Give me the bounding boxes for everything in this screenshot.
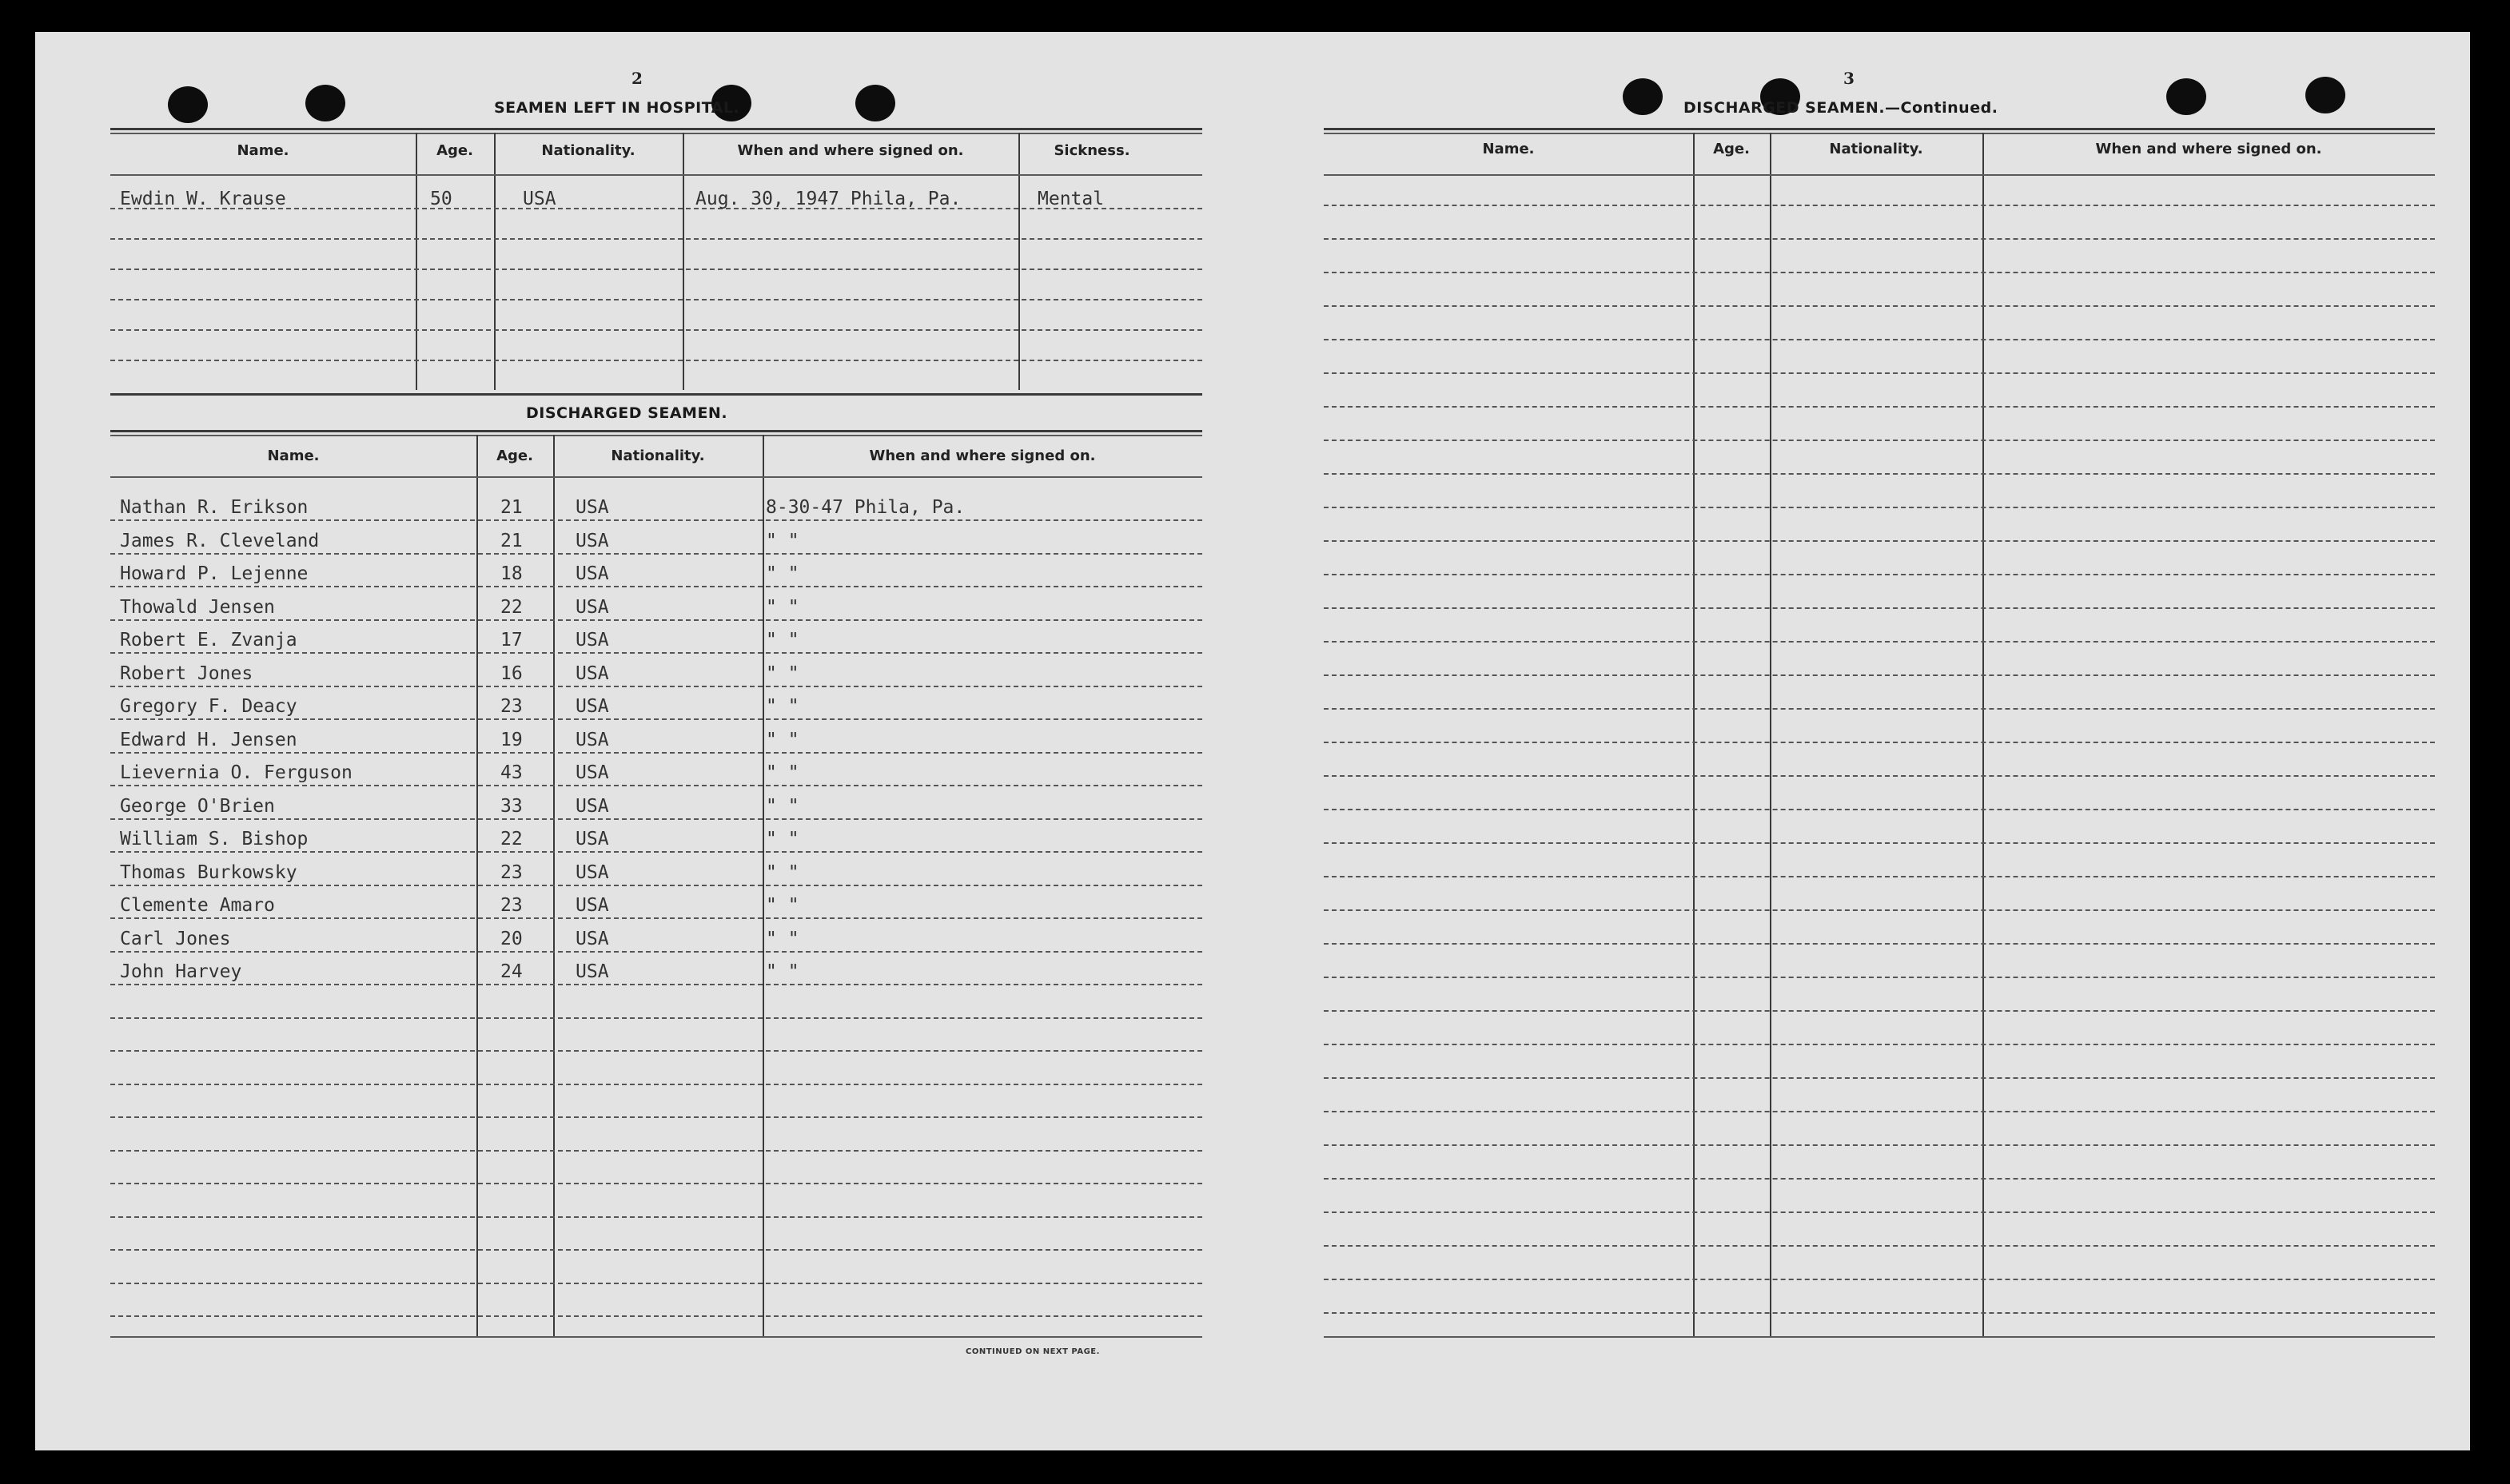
row-line (1324, 1144, 2435, 1146)
row-line (1324, 641, 2435, 643)
bottom-rule (110, 1336, 1202, 1338)
row-line (110, 752, 1202, 754)
table-rule (110, 128, 1202, 130)
table-cell: Thowald Jensen (120, 597, 275, 618)
table-cell: John Harvey (120, 961, 242, 982)
table-cell: 43 (500, 762, 523, 783)
row-line (1324, 607, 2435, 609)
column-divider (1982, 133, 1984, 1336)
column-header: Age. (436, 142, 473, 159)
row-line (1324, 1312, 2435, 1314)
row-line (1324, 339, 2435, 340)
table-cell: USA (576, 696, 609, 717)
punch-hole (855, 85, 895, 121)
table-cell: Edward H. Jensen (120, 730, 297, 750)
column-divider (1693, 133, 1695, 1336)
row-line (110, 818, 1202, 820)
table-cell: 19 (500, 730, 523, 750)
table-rule (1324, 128, 2435, 130)
row-line (1324, 1077, 2435, 1079)
table-cell: Mental (1038, 189, 1105, 209)
table-rule (110, 435, 1202, 436)
row-line (1324, 742, 2435, 743)
table-cell: " " (766, 961, 799, 982)
row-line (110, 519, 1202, 521)
table-cell: Aug. 30, 1947 Phila, Pa. (695, 189, 962, 209)
column-divider (1770, 133, 1771, 1336)
hospital-section-title: SEAMEN LEFT IN HOSPITAL. (494, 99, 740, 117)
column-header: Name. (237, 142, 289, 159)
table-rule (110, 133, 1202, 134)
row-line (1324, 842, 2435, 844)
table-cell: USA (576, 929, 609, 949)
table-cell: 23 (500, 862, 523, 883)
table-rule (110, 430, 1202, 432)
row-line (1324, 876, 2435, 877)
table-cell: USA (576, 829, 609, 849)
row-line (1324, 272, 2435, 273)
punch-hole (168, 86, 208, 123)
column-header: Nationality. (611, 448, 705, 464)
table-cell: 18 (500, 563, 523, 584)
row-line (1324, 440, 2435, 441)
table-cell: " " (766, 829, 799, 849)
row-line (1324, 473, 2435, 475)
table-cell: Robert E. Zvanja (120, 630, 297, 650)
row-line (110, 1017, 1202, 1019)
row-line (1324, 809, 2435, 810)
table-rule (110, 393, 1202, 396)
row-line (110, 1150, 1202, 1152)
row-line (1324, 775, 2435, 777)
row-line (110, 1183, 1202, 1184)
punch-hole (1623, 78, 1663, 115)
row-line (110, 718, 1202, 720)
column-header: When and where signed on. (869, 448, 1096, 464)
row-line (110, 1050, 1202, 1052)
table-cell: " " (766, 862, 799, 883)
table-cell: USA (576, 597, 609, 618)
table-cell: " " (766, 730, 799, 750)
column-header: When and where signed on. (2095, 141, 2322, 157)
row-line (1324, 977, 2435, 978)
punch-hole (305, 85, 345, 121)
row-line (1324, 205, 2435, 206)
column-divider (494, 133, 496, 390)
row-line (1324, 708, 2435, 710)
row-line (110, 951, 1202, 953)
row-line (110, 1283, 1202, 1284)
table-cell: " " (766, 663, 799, 684)
table-cell: USA (576, 961, 609, 982)
table-cell: USA (576, 895, 609, 916)
table-cell: " " (766, 531, 799, 551)
table-cell: 33 (500, 796, 523, 817)
column-divider (416, 133, 417, 390)
document-sheet (35, 32, 2470, 1450)
table-cell: USA (576, 531, 609, 551)
table-cell: Ewdin W. Krause (120, 189, 286, 209)
row-line (110, 269, 1202, 270)
table-cell: USA (576, 796, 609, 817)
table-cell: Robert Jones (120, 663, 253, 684)
row-line (110, 984, 1202, 985)
table-cell: " " (766, 563, 799, 584)
table-cell: 16 (500, 663, 523, 684)
table-cell: 50 (430, 189, 452, 209)
row-line (110, 329, 1202, 331)
table-cell: USA (576, 497, 609, 518)
row-line (110, 299, 1202, 300)
punch-hole (2166, 78, 2206, 115)
header-rule (1324, 174, 2435, 176)
row-line (1324, 1010, 2435, 1012)
row-line (1324, 507, 2435, 508)
bottom-rule (1324, 1336, 2435, 1338)
table-cell: " " (766, 796, 799, 817)
column-header: Sickness. (1054, 142, 1130, 159)
row-line (110, 1084, 1202, 1085)
table-cell: Clemente Amaro (120, 895, 275, 916)
table-cell: 21 (500, 531, 523, 551)
row-line (110, 885, 1202, 886)
table-cell: Howard P. Lejenne (120, 563, 309, 584)
column-header: When and where signed on. (737, 142, 964, 159)
row-line (110, 917, 1202, 919)
row-line (1324, 238, 2435, 240)
row-line (1324, 372, 2435, 374)
row-line (1324, 909, 2435, 911)
column-header: Age. (496, 448, 533, 464)
row-line (1324, 1044, 2435, 1045)
table-cell: USA (576, 663, 609, 684)
table-cell: Carl Jones (120, 929, 231, 949)
row-line (1324, 674, 2435, 676)
punch-hole (2305, 77, 2345, 113)
table-cell: 23 (500, 696, 523, 717)
column-divider (683, 133, 684, 390)
continued-footer: CONTINUED ON NEXT PAGE. (966, 1347, 1100, 1356)
table-cell: " " (766, 895, 799, 916)
table-cell: " " (766, 597, 799, 618)
table-cell: Lievernia O. Ferguson (120, 762, 353, 783)
column-header: Name. (1482, 141, 1535, 157)
table-cell: Nathan R. Erikson (120, 497, 309, 518)
table-cell: George O'Brien (120, 796, 275, 817)
header-rule (110, 476, 1202, 478)
table-cell: 21 (500, 497, 523, 518)
discharged-section-title: DISCHARGED SEAMEN. (526, 404, 728, 422)
row-line (1324, 540, 2435, 542)
table-cell: USA (523, 189, 556, 209)
column-header: Age. (1713, 141, 1750, 157)
row-line (110, 553, 1202, 555)
table-cell: " " (766, 762, 799, 783)
row-line (110, 686, 1202, 687)
column-header: Nationality. (541, 142, 635, 159)
row-line (110, 1249, 1202, 1251)
row-line (1324, 406, 2435, 408)
row-line (1324, 305, 2435, 307)
row-line (1324, 574, 2435, 575)
table-cell: William S. Bishop (120, 829, 309, 849)
table-cell: USA (576, 730, 609, 750)
page-number-right: 3 (1843, 69, 1855, 88)
table-cell: 20 (500, 929, 523, 949)
row-line (1324, 1111, 2435, 1112)
table-cell: James R. Cleveland (120, 531, 320, 551)
table-cell: USA (576, 862, 609, 883)
table-cell: USA (576, 630, 609, 650)
column-header: Name. (267, 448, 320, 464)
row-line (1324, 943, 2435, 945)
table-cell: Gregory F. Deacy (120, 696, 297, 717)
row-line (110, 1216, 1202, 1218)
table-cell: USA (576, 762, 609, 783)
table-rule (1324, 133, 2435, 134)
table-cell: USA (576, 563, 609, 584)
continued-section-title: DISCHARGED SEAMEN.—Continued. (1683, 99, 1998, 117)
table-cell: Thomas Burkowsky (120, 862, 297, 883)
table-cell: 17 (500, 630, 523, 650)
row-line (1324, 1178, 2435, 1180)
header-rule (110, 174, 1202, 176)
table-cell: 22 (500, 597, 523, 618)
table-cell: 24 (500, 961, 523, 982)
row-line (110, 586, 1202, 587)
table-cell: " " (766, 929, 799, 949)
column-divider (1018, 133, 1020, 390)
row-line (110, 238, 1202, 240)
row-line (110, 851, 1202, 853)
row-line (110, 1315, 1202, 1317)
row-line (1324, 1211, 2435, 1213)
table-cell: " " (766, 696, 799, 717)
table-cell: 8-30-47 Phila, Pa. (766, 497, 966, 518)
row-line (1324, 1245, 2435, 1247)
row-line (110, 1116, 1202, 1118)
column-header: Nationality. (1829, 141, 1923, 157)
table-cell: 22 (500, 829, 523, 849)
page-number-left: 2 (631, 69, 643, 88)
row-line (110, 360, 1202, 361)
row-line (110, 652, 1202, 654)
table-cell: 23 (500, 895, 523, 916)
row-line (110, 619, 1202, 621)
row-line (110, 785, 1202, 786)
table-cell: " " (766, 630, 799, 650)
row-line (1324, 1279, 2435, 1280)
